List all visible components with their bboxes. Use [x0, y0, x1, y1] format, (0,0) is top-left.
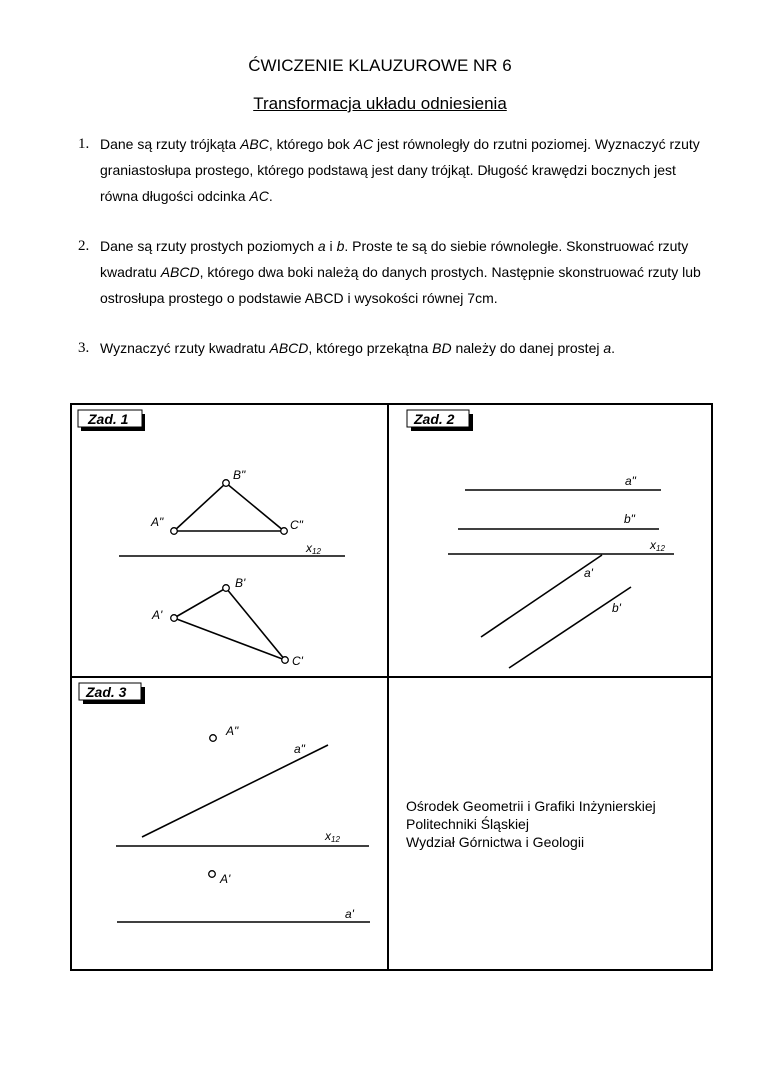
page-title: ĆWICZENIE KLAUZUROWE NR 6 [248, 56, 512, 75]
label-b2: b" [624, 512, 635, 526]
label-C1: C' [292, 654, 303, 668]
zad2-tag [407, 410, 473, 431]
label-A1: A' [220, 872, 231, 886]
label-a2: a" [625, 474, 636, 488]
label-x12: x12 [650, 538, 665, 553]
label-a1: a' [584, 566, 593, 580]
task-text: Dane są rzuty trójkąta ABC, którego bok AC jest równoległy do rzutni poziomej. Wyznaczyć rzuty graniastosłupa prostego, którego podstawą jest dany trójkąt. Długość krawędzi bocznych jest równa długości odcinka AC. [100, 136, 700, 204]
label-x12: x12 [325, 829, 340, 844]
label-A1: A' [152, 608, 163, 622]
label-A2: A" [226, 724, 239, 738]
task-3: 3. Wyznaczyć rzuty kwadratu ABCD, którego przekątna BD należy do danej prostej a. [78, 335, 708, 361]
task-1: 1. Dane są rzuty trójkąta ABC, którego bok AC jest równoległy do rzutni poziomej. Wyznaczyć rzuty graniastosłupa prostego, którego podstawą jest dany trójkąt. Długość krawędzi bocznych jest równa długości odcinka AC. [78, 131, 708, 209]
institution-info: Ośrodek Geometrii i Grafiki Inżynierskiej Politechniki Śląskiej Wydział Górnictwa i Geologii [406, 798, 656, 850]
zad3-tag [79, 683, 145, 704]
label-B1: B' [235, 576, 246, 590]
task-text: Dane są rzuty prostych poziomych a i b. Proste te są do siebie równoległe. Skonstruować rzuty kwadratu ABCD, którego dwa boki należą do danych prostych. Następnie skonstruować rzuty lub ostrosłupa prostego o podstawie ABCD i wysokości równej 7cm. [100, 238, 701, 306]
label-B2: B" [233, 468, 246, 482]
zad3-points [209, 735, 217, 878]
label-b1: b' [612, 601, 621, 615]
label-C2: C" [290, 518, 303, 532]
zad1-points [171, 480, 289, 664]
page-subtitle: Transformacja układu odniesienia [253, 94, 507, 113]
task-text: Wyznaczyć rzuty kwadratu ABCD, którego przekątna BD należy do danej prostej a. [100, 340, 616, 356]
svg-text:Zad. 2: Zad. 2 [414, 411, 455, 427]
task-2: 2. Dane są rzuty prostych poziomych a i b. Proste te są do siebie równoległe. Skonstruować rzuty kwadratu ABCD, którego dwa boki należą do danych prostych. Następnie skonstruować rzuty lub ostrosłupa prostego o podstawie ABCD i wysokości równej 7cm. [78, 233, 708, 311]
label-a2: a" [294, 742, 305, 756]
label-a1: a' [345, 907, 354, 921]
svg-text:Zad. 1: Zad. 1 [88, 411, 129, 427]
zad3-drawing [116, 745, 370, 922]
label-A2: A" [151, 515, 164, 529]
svg-text:Zad. 3: Zad. 3 [86, 684, 127, 700]
zad1-drawing [119, 483, 345, 660]
zad2-drawing [448, 490, 674, 668]
zad1-tag [78, 410, 145, 431]
grid-frame [71, 404, 712, 970]
label-x12: x12 [306, 541, 321, 556]
